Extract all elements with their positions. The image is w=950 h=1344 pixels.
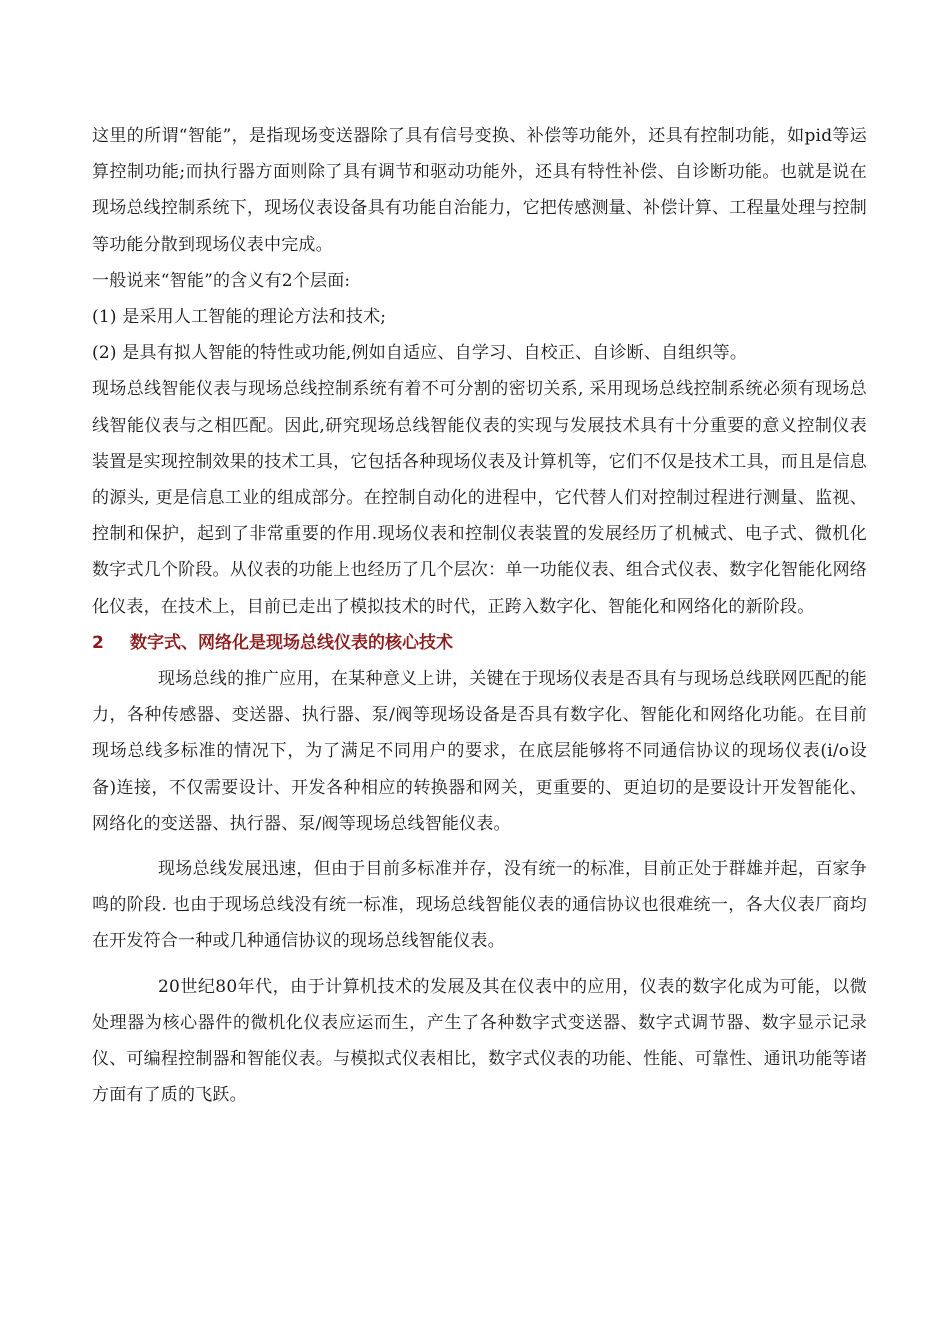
paragraph-fieldbus-standards: 现场总线发展迅速，但由于目前多标准并存，没有统一的标准，目前正处于群雄并起，百家争鸣的阶段. 也由于现场总线没有统一标准，现场总线智能仪表的通信协议也很难统一，各大仪表厂商均在开发符合一种或几种通信协议的现场总线智能仪表。 <box>92 859 867 952</box>
document-page <box>92 118 867 1113</box>
paragraph-digital-instruments: 20世纪80年代，由于计算机技术的发展及其在仪表中的应用，仪表的数字化成为可能，以微处理器为核心器件的微机化仪表应运而生，产生了各种数字式变送器、数字式调节器、数字显示记录仪、可编程控制器和智能仪表。与模拟式仪表相比，数字式仪表的功能、性能、可靠性、通讯功能等诸方面有了质的飞跃。 <box>92 976 867 1106</box>
paragraph-intelligence-levels: 一般说来“智能”的含义有2个层面: <box>92 270 351 291</box>
paragraph-fieldbus-application: 现场总线的推广应用，在某种意义上讲，关键在于现场仪表是否具有与现场总线联网匹配的能力，各种传感器、变送器、执行器、泵/阀等现场设备是否具有数字化、智能化和网络化功能。在目前现场总线多标准的情况下，为了满足不同用户的要求，在底层能够将不同通信协议的现场仪表(i/o设备)连接，不仅需要设计、开发各种相应的转换器和网关，更重要的、更迫切的是要设计开发智能化、网络化的变送器、执行器、泵/阀等现场总线智能仪表。 <box>92 669 867 834</box>
paragraph-fieldbus-instruments: 现场总线智能仪表与现场总线控制系统有着不可分割的密切关系, 采用现场总线控制系统必须有现场总线智能仪表与之相匹配。因此,研究现场总线智能仪表的实现与发展技术具有十分重要的意义控制仪表装置是实现控制效果的技术工具，它包括各种现场仪表及计算机等，它们不仅是技术工具，而且是信息的源头, 更是信息工业的组成部分。在控制自动化的进程中，它代替人们对控制过程进行测量、监视、控制和保护，起到了非常重要的作用.现场仪表和控制仪表装置的发展经历了机械式、电子式、微机化数字式几个阶段。从仪表的功能上也经历了几个层次：单一功能仪表、组合式仪表、数字化智能化网络化仪表，在技术上，目前已走出了模拟技术的时代，正跨入数字化、智能化和网络化的新阶段。 <box>92 379 867 617</box>
section-number: 2 <box>92 632 104 653</box>
list-item-level-2: (2) 是具有拟人智能的特性或功能,例如自适应、自学习、自校正、自诊断、自组织等。 <box>92 343 748 364</box>
section-heading <box>92 625 867 661</box>
section-title: 数字式、网络化是现场总线仪表的核心技术 <box>130 632 453 653</box>
paragraph-intelligence-definition: 这里的所谓“智能”，是指现场变送器除了具有信号变换、补偿等功能外，还具有控制功能，如pid等运算控制功能;而执行器方面则除了具有调节和驱动功能外，还具有特性补偿、自诊断功能。也就是说在现场总线控制系统下，现场仪表设备具有功能自治能力，它把传感测量、补偿计算、工程量处理与控制等功能分散到现场仪表中完成。 <box>92 126 867 255</box>
list-item-level-1: (1) 是采用人工智能的理论方法和技术; <box>92 307 387 328</box>
